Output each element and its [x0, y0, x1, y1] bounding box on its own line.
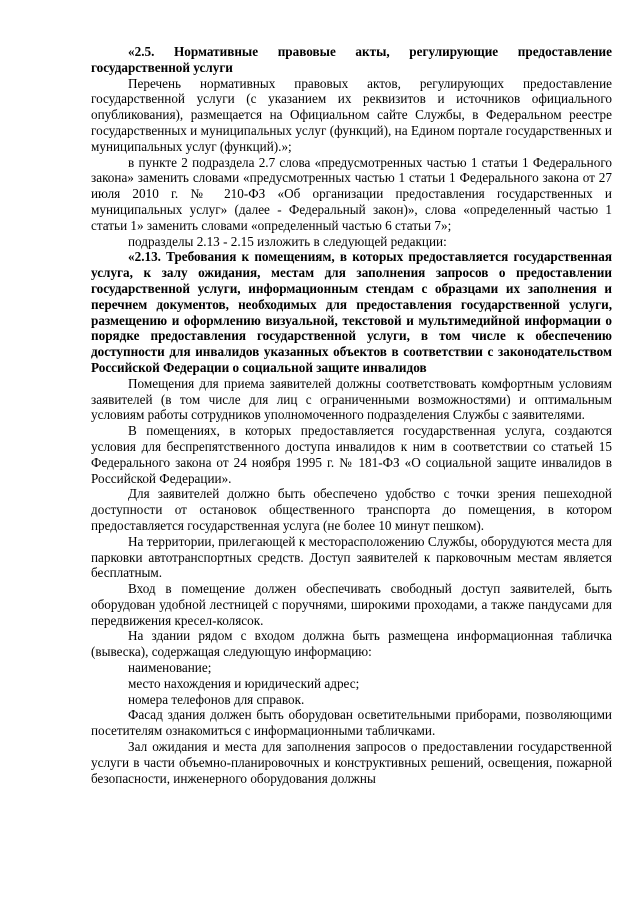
list-item: место нахождения и юридический адрес;	[128, 675, 360, 691]
paragraph: в пункте 2 подраздела 2.7 слова «предусмотренных частью 1 статьи 1 Федерального закона» заменить словами «предусмотренных частью 1 статьи 1 Федерального закона от 27 июля 2010 г. № 210-ФЗ «Об организации предоставления государственных и муниципальных услуг» (далее - Федеральный закон)», слова «определенный частью 1 статьи 1» заменить словами «определенный частью 6 статьи 7»;	[91, 154, 612, 233]
paragraph: подразделы 2.13 - 2.15 изложить в следующей редакции:	[128, 233, 447, 249]
paragraph: Помещения для приема заявителей должны соответствовать комфортным условиям заявителей (в том числе для лиц с ограниченными возможностями) и оптимальным условиям работы сотрудников уполномоченного подразделения Службы с заявителями.	[91, 375, 612, 423]
paragraph: На здании рядом с входом должна быть размещена информационная табличка (вывеска), содержащая следующую информацию:	[91, 628, 612, 660]
paragraph: На территории, прилегающей к месторасположению Службы, оборудуются места для парковки автотранспортных средств. Доступ заявителей к парковочным местам является бесплатным.	[91, 533, 612, 581]
list-item: номера телефонов для справок.	[128, 691, 305, 707]
paragraph: Перечень нормативных правовых актов, регулирующих предоставление государственной услуги (с указанием их реквизитов и источников официального опубликования), размещается на Официальном сайте Службы, в Федеральном реестре государственных и муниципальных услуг (функций), на Едином портале государственных и муниципальных услуг (функций).»;	[91, 75, 612, 154]
paragraph: Для заявителей должно быть обеспечено удобство с точки зрения пешеходной доступности от остановок общественного транспорта до помещения, в котором предоставляется государственная услуга (не более 10 минут пешком).	[91, 486, 612, 533]
paragraph: Вход в помещение должен обеспечивать свободный доступ заявителей, быть оборудован удобной лестницей с поручнями, широкими проходами, а также пандусами для передвижения кресел-колясок.	[91, 581, 612, 628]
paragraph: В помещениях, в которых предоставляется государственная услуга, создаются условия для беспрепятственного доступа инвалидов к ним в соответствии со статьей 15 Федерального закона от 24 ноября 1995 г. № 181-ФЗ «О социальной защите инвалидов в Российской Федерации».	[91, 423, 612, 486]
paragraph: Фасад здания должен быть оборудован осветительными приборами, позволяющими посетителям ознакомиться с информационными табличками.	[91, 707, 612, 739]
paragraph: Зал ожидания и места для заполнения запросов о предоставлении государственной услуги в части объемно-планировочных и конструктивных решений, освещения, пожарной безопасности, инженерного оборудования должны	[91, 739, 612, 786]
section-heading-2-5: «2.5. Нормативные правовые акты, регулирующие предоставление государственной услуги	[91, 44, 612, 75]
section-heading-2-13: «2.13. Требования к помещениям, в которых предоставляется государственная услуга, к залу ожидания, местам для заполнения запросов о предоставлении государственной услуги, информационным стендам с образцами их заполнения и перечнем документов, необходимых для предоставления государственной услуги, размещению и оформлению визуальной, текстовой и мультимедийной информации о порядке предоставления государственной услуги, в том числе к обеспечению доступности для инвалидов указанных объектов в соответствии с законодательством Российской Федерации о социальной защите инвалидов	[91, 249, 612, 375]
list-item: наименование;	[128, 660, 212, 676]
